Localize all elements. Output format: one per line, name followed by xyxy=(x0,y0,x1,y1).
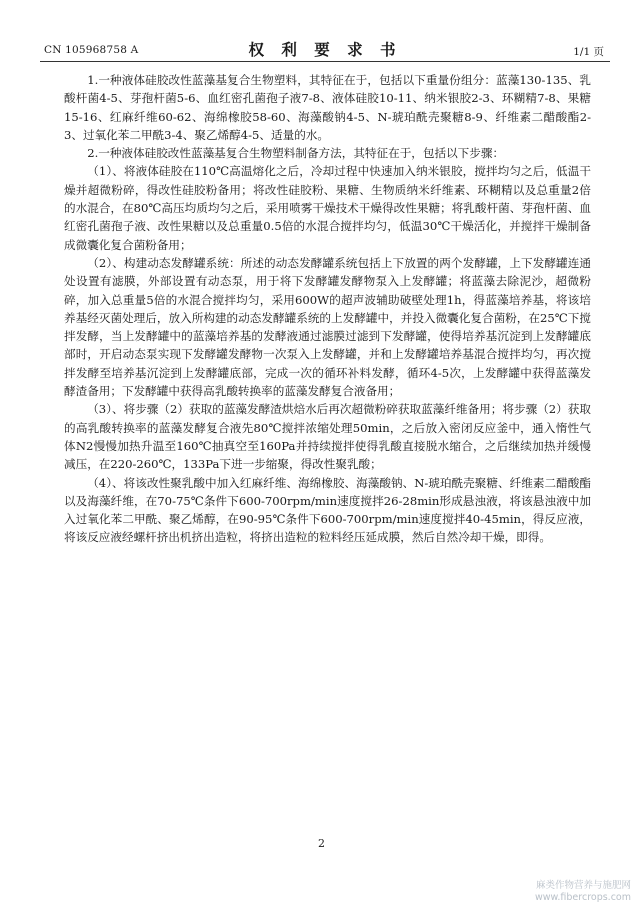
claim-2-step-4: （4）、将该改性聚乳酸中加入红麻纤维、海绵橡胶、海藻酸钠、N-琥珀酰壳聚糖、纤维素二醋酸酯以及海藻纤维，在70-75℃条件下600-700rpm/min速度搅拌26-28min形成悬浊液，将该悬浊液中加入过氧化苯二甲酰、聚乙烯醇，在90-95℃条件下600-700rpm/min速度搅拌40-45min，得反应液，将该反应液经螺杆挤出机挤出造粒，将挤出造粒的粒料经压延成膜，然后自然冷却干燥，即得。 xyxy=(64,475,591,545)
watermark-line-2: www.fibercrops.com xyxy=(534,892,631,903)
claim-1: 1.一种液体硅胶改性蓝藻基复合生物塑料，其特征在于，包括以下重量份组分：蓝藻130-135、乳酸杆菌4-5、芽孢杆菌5-6、血红密孔菌孢子液7-8、液体硅胶10-11、纳米银胶2-3、环糊精7-8、果糖15-16、红麻纤维60-62、海绵橡胶58-60、海藻酸钠4-5、N-琥珀酰壳聚糖8-9、纤维素二醋酸酯2-3、过氧化苯二甲酰3-4、聚乙烯醇4-5、适量的水。 xyxy=(64,73,591,142)
site-watermark xyxy=(535,880,631,904)
claim-2-step-3: （3）、将步骤（2）获取的蓝藻发酵渣烘焙水后再次超微粉碎获取蓝藻纤维备用；将步骤（2）获取的高乳酸转换率的蓝藻发酵复合液先80℃搅拌浓缩处理50min，之后放入密闭反应釜中，通入惰性气体N2慢慢加热升温至160℃抽真空至160Pa并持续搅拌使得乳酸直接脱水缩合，之后继续加热并缓慢减压，在220-260℃，133Pa下进一步缩聚，得改性聚乳酸； xyxy=(64,402,591,472)
claim-2-step-1: （1）、将液体硅胶在110℃高温熔化之后，冷却过程中快速加入纳米银胶，搅拌均匀之后，低温干燥并超微粉碎，得改性硅胶粉备用；将改性硅胶粉、果糖、生物质纳米纤维素、环糊精以及总重量2倍的水混合，在80℃高压均质均匀之后，采用喷雾干燥技术干燥得改性果糖；将乳酸杆菌、芽孢杆菌、血红密孔菌孢子液、改性果糖以及总重量0.5倍的水混合搅拌均匀，低温30℃干燥活化，并搅拌干燥制备成微囊化复合菌粉备用； xyxy=(64,164,591,252)
watermark-line-1: 麻类作物营养与施肥网 xyxy=(535,880,631,891)
patent-number: CN 105968758 A xyxy=(44,44,139,56)
page-indicator: 1/1 页 xyxy=(573,46,604,58)
claims-body xyxy=(64,71,591,547)
claim-2: 2.一种液体硅胶改性蓝藻基复合生物塑料制备方法，其特征在于，包括以下步骤： xyxy=(87,146,505,161)
header-divider xyxy=(40,61,610,62)
document-title: 权 利 要 求 书 xyxy=(248,40,402,59)
page-header xyxy=(40,38,610,60)
page-number: 2 xyxy=(318,837,325,850)
claim-2-step-2: （2）、构建动态发酵罐系统：所述的动态发酵罐系统包括上下放置的两个发酵罐，上下发酵罐连通处设置有滤膜，外部设置有动态泵，用于将下发酵罐发酵物泵入上发酵罐；将蓝藻去除泥沙，超微粉碎，加入总重量5倍的水混合搅拌均匀，采用600W的超声波辅助破壁处理1h，得蓝藻培养基，将该培养基经灭菌处理后，放入所构建的动态发酵罐系统的上发酵罐中，并投入微囊化复合菌粉，在25℃下搅拌发酵，当上发酵罐中的蓝藻培养基的发酵液通过滤膜过滤到下发酵罐，使得培养基沉淀到上发酵罐底部时，开启动态泵实现下发酵罐发酵物一次泵入上发酵罐，并和上发酵罐培养基混合搅拌均匀，再次搅拌发酵至培养基沉淀到上发酵罐底部，完成一次的循环补料发酵，循环4-5次，上发酵罐中获得蓝藻发酵渣备用；下发酵罐中获得高乳酸转换率的蓝藻发酵复合液备用； xyxy=(64,255,591,399)
